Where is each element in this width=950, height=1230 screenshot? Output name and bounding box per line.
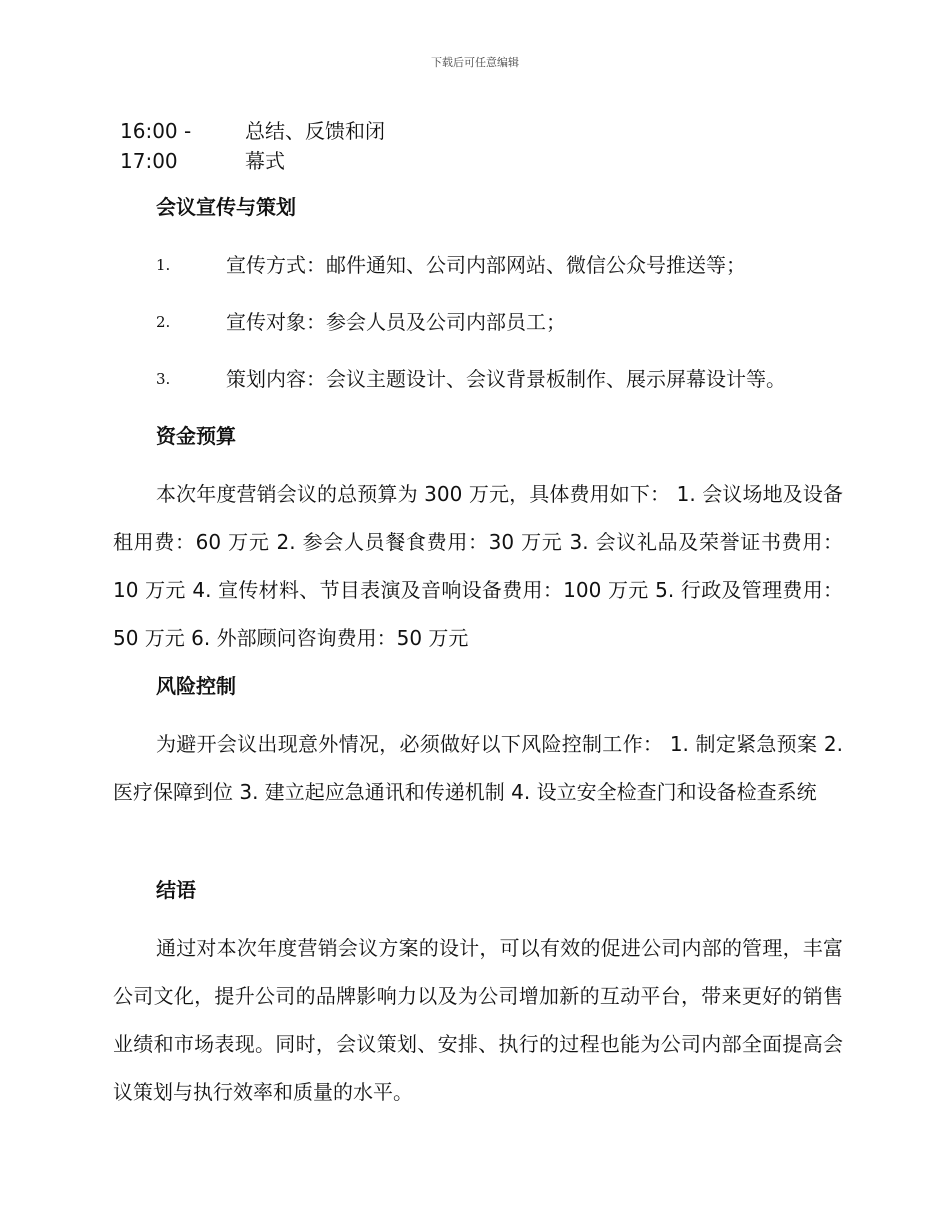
list-text: 策划内容：会议主题设计、会议背景板制作、展示屏幕设计等。: [226, 367, 786, 391]
schedule-time: 16:00 - 17:00: [120, 119, 192, 173]
conclusion-paragraph: 通过对本次年度营销会议方案的设计，可以有效的促进公司内部的管理，丰富公司文化，提升公司的品牌影响力以及为公司增加新的互动平台，带来更好的销售业绩和市场表现。同时，会议策划、安排、执行的过程也能为公司内部全面提高会议策划与执行效率和质量的水平。: [113, 936, 843, 1104]
schedule-description: 总结、反馈和闭 幕式: [245, 119, 385, 173]
page-header-note: 下载后可任意编辑: [431, 56, 519, 69]
list-number: 2.: [156, 313, 171, 331]
risk-paragraph: 为避开会议出现意外情况，必须做好以下风险控制工作： 1. 制定紧急预案 2. 医疗保障到位 3. 建立起应急通讯和传递机制 4. 设立安全检查门和设备检查系统: [113, 732, 843, 804]
promotion-heading: 会议宣传与策划: [156, 195, 296, 219]
list-number: 1.: [156, 256, 171, 274]
list-text: 宣传对象：参会人员及公司内部员工；: [226, 310, 566, 334]
promotion-item-2: [156, 307, 856, 337]
list-number: 3.: [156, 370, 171, 388]
promotion-item-1: [156, 250, 856, 280]
schedule-row: [120, 116, 540, 178]
risk-heading: 风险控制: [156, 674, 236, 698]
conclusion-heading: 结语: [156, 878, 196, 902]
promotion-item-3: [156, 364, 856, 394]
budget-heading: 资金预算: [156, 424, 236, 448]
budget-paragraph: 本次年度营销会议的总预算为 300 万元，具体费用如下： 1. 会议场地及设备租用费：60 万元 2. 参会人员餐食费用：30 万元 3. 会议礼品及荣誉证书费用：10 万元 4. 宣传材料、节目表演及音响设备费用：100 万元 5. 行政及管理费用：50 万元 6. 外部顾问咨询费用：50 万元: [113, 482, 843, 650]
list-text: 宣传方式：邮件通知、公司内部网站、微信公众号推送等；: [226, 253, 746, 277]
